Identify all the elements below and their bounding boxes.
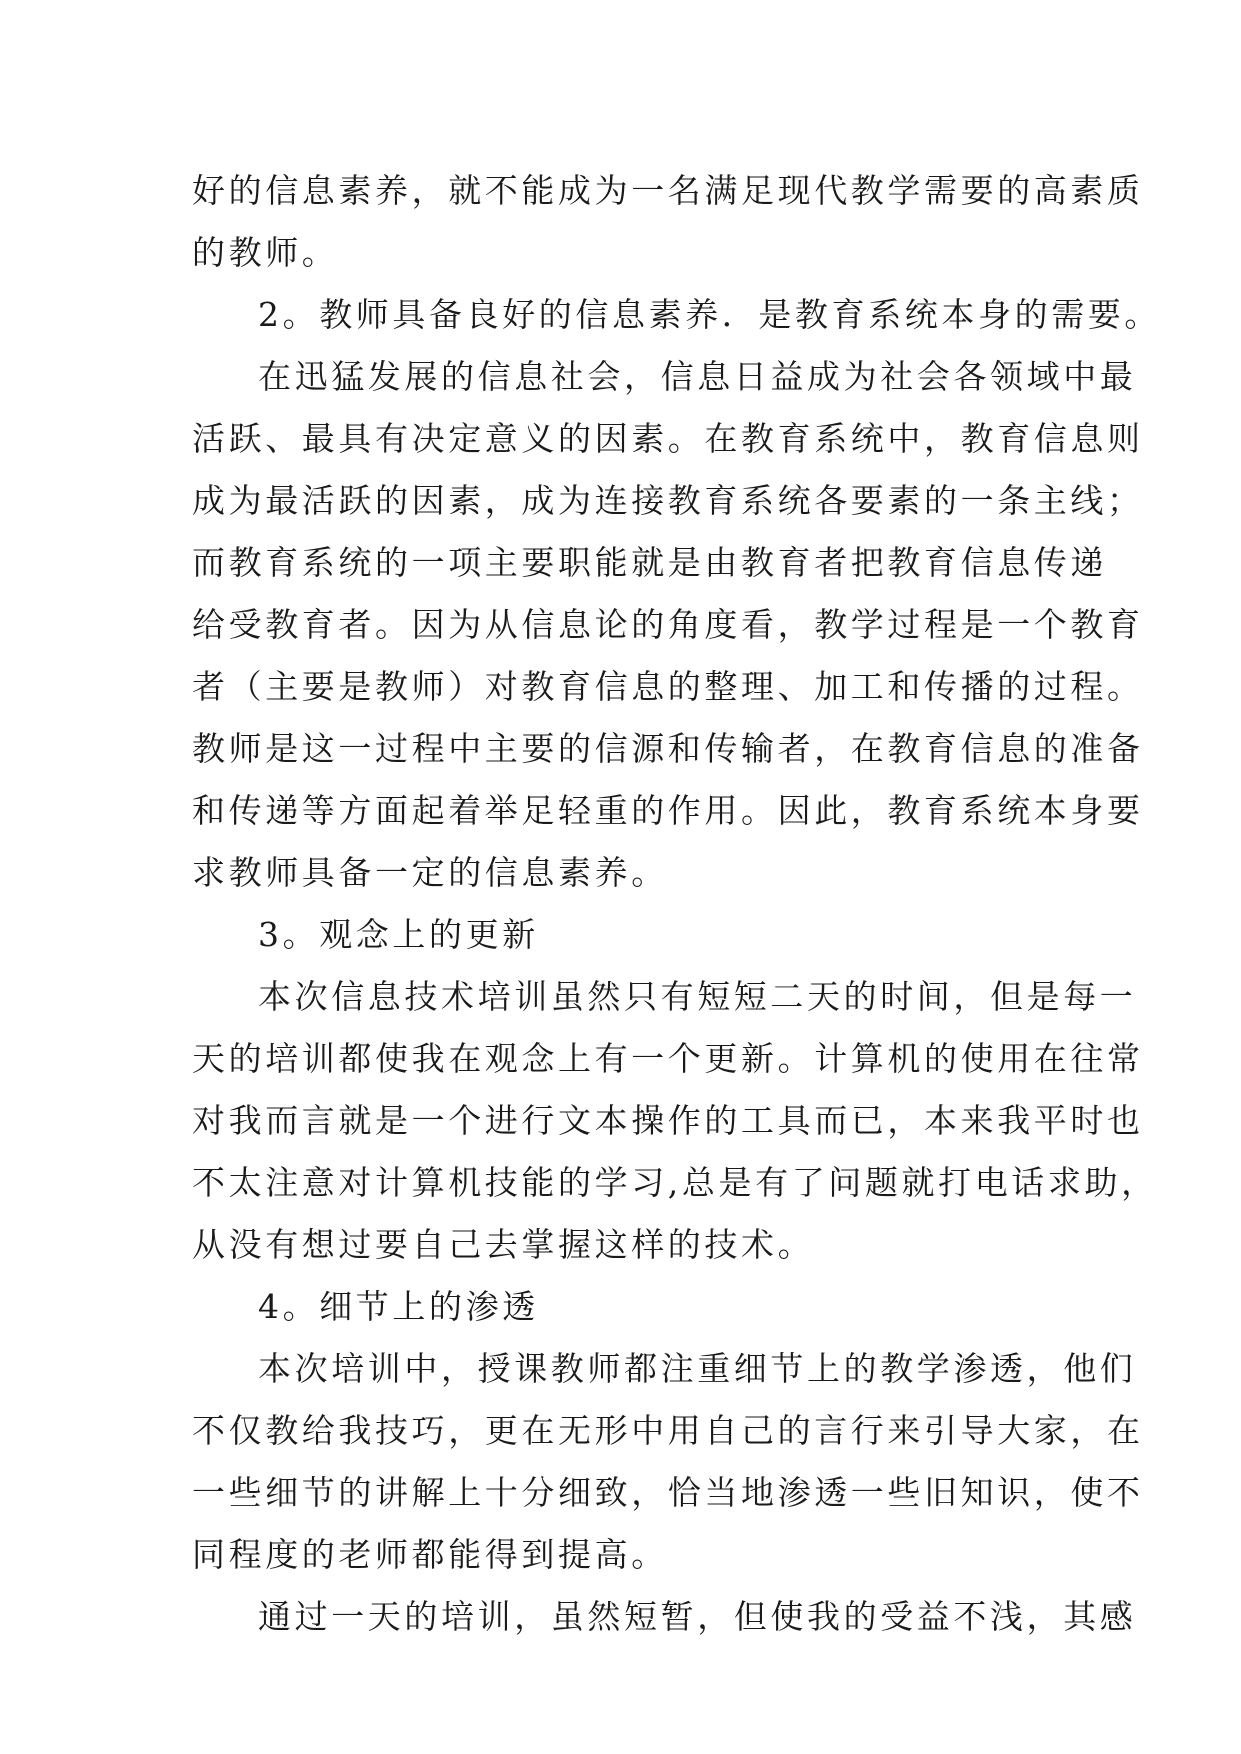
text-line: 本次培训中，授课教师都注重细节上的教学渗透，他们 bbox=[258, 1349, 1137, 1388]
document-body bbox=[192, 160, 1161, 1648]
section-heading: 3。观念上的更新 bbox=[258, 915, 539, 954]
text-line: 在迅猛发展的信息社会，信息日益成为社会各领域中最 bbox=[258, 357, 1137, 396]
text-line: 求教师具备一定的信息素养。 bbox=[192, 853, 668, 892]
text-line: 成为最活跃的因素，成为连接教育系统各要素的一条主线； bbox=[192, 481, 1144, 520]
text-line: 给受教育者。因为从信息论的角度看，教学过程是一个教育 bbox=[192, 605, 1144, 644]
text-line: 本次信息技术培训虽然只有短短二天的时间，但是每一 bbox=[258, 977, 1137, 1016]
text-line: 和传递等方面起着举足轻重的作用。因此，教育系统本身要 bbox=[192, 791, 1144, 830]
text-line: 活跃、最具有决定意义的因素。在教育系统中，教育信息则 bbox=[192, 419, 1144, 458]
text-line: 不太注意对计算机技能的学习,总是有了问题就打电话求助， bbox=[192, 1163, 1158, 1202]
text-line: 同程度的老师都能得到提高。 bbox=[192, 1535, 668, 1574]
text-line: 好的信息素养，就不能成为一名满足现代教学需要的高素质 bbox=[192, 171, 1144, 210]
text-line: 对我而言就是一个进行文本操作的工具而已，本来我平时也 bbox=[192, 1101, 1144, 1140]
text-line: 不仅教给我技巧，更在无形中用自己的言行来引导大家，在 bbox=[192, 1411, 1144, 1450]
text-line: 教师是这一过程中主要的信源和传输者，在教育信息的准备 bbox=[192, 729, 1144, 768]
text-line: 从没有想过要自己去掌握这样的技术。 bbox=[192, 1225, 815, 1264]
text-line: 者（主要是教师）对教育信息的整理、加工和传播的过程。 bbox=[192, 667, 1144, 706]
text-line: 通过一天的培训，虽然短暂，但使我的受益不浅，其感 bbox=[258, 1597, 1137, 1636]
section-heading: 2。教师具备良好的信息素养．是教育系统本身的需要。 bbox=[258, 295, 1161, 334]
text-line: 一些细节的讲解上十分细致，恰当地渗透一些旧知识，使不 bbox=[192, 1473, 1144, 1512]
text-line: 而教育系统的一项主要职能就是由教育者把教育信息传递 bbox=[192, 543, 1107, 582]
text-line: 天的培训都使我在观念上有一个更新。计算机的使用在往常 bbox=[192, 1039, 1144, 1078]
text-line: 的教师。 bbox=[192, 233, 339, 272]
section-heading: 4。细节上的渗透 bbox=[258, 1287, 539, 1326]
